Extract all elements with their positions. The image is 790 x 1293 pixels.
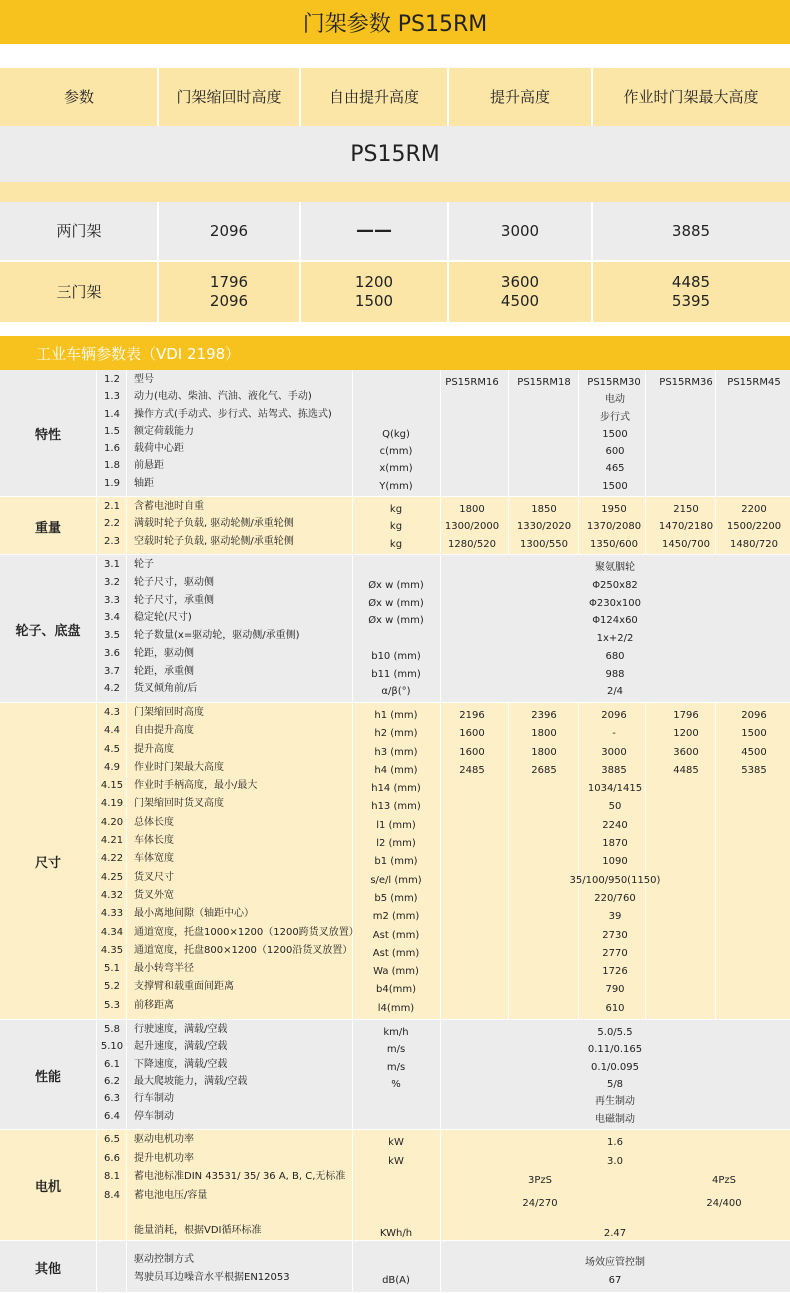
- spec-row-unit: Ast (mm): [372, 929, 420, 941]
- spec-row-name: 最大爬坡能力，满载/空载: [134, 1076, 248, 1087]
- spec-row-number: 5.3: [104, 999, 120, 1011]
- spec-value: 3000: [601, 746, 627, 758]
- mast-header-cell: 参数: [63, 87, 94, 106]
- spec-row-number: 3.7: [104, 665, 120, 677]
- column-divider: [157, 202, 159, 260]
- spec-row-unit: b11 (mm): [371, 668, 421, 680]
- spec-row-number: 3.4: [104, 612, 120, 624]
- spec-value: 2730: [602, 929, 628, 941]
- spec-row-unit: h14 (mm): [371, 783, 421, 795]
- spec-row-name: 驾驶员耳边噪音水平根据EN12053: [134, 1272, 290, 1283]
- spec-row-name: 下降速度，满载/空载: [134, 1058, 228, 1070]
- spec-row-name: 额定荷载能力: [134, 425, 194, 437]
- spec-row-name: 货叉尺寸: [134, 871, 174, 883]
- spec-value: 聚氨胭轮: [595, 562, 635, 573]
- spec-row-number: 6.2: [104, 1076, 120, 1087]
- spec-row-name: 蓄电池电压/容量: [134, 1189, 208, 1201]
- column-divider: [126, 497, 127, 555]
- spec-row-number: 4.2: [104, 683, 120, 695]
- spec-value: PS15RM30: [587, 377, 641, 388]
- column-divider: [440, 1020, 441, 1130]
- spec-row-number: 1.8: [104, 460, 120, 472]
- spec-value: 3600: [673, 746, 699, 758]
- spec-value: 600: [605, 446, 625, 458]
- mast-model-row: PS15RM: [0, 126, 790, 182]
- spec-row-number: 8.4: [104, 1189, 120, 1201]
- spec-value: 1950: [601, 504, 627, 515]
- column-divider: [126, 703, 127, 1020]
- spec-value: 1796: [673, 710, 699, 721]
- spec-value: 610: [605, 1002, 625, 1014]
- spec-row-name: 动力(电动、柴油、汽油、液化气、手动): [134, 391, 312, 403]
- spec-row-unit: s/e/l (mm): [370, 874, 422, 886]
- spec-row-name: 最小转弯半径: [134, 963, 194, 975]
- spec-group-label: 特性: [34, 428, 61, 443]
- spec-value: 2/4: [606, 686, 624, 698]
- spec-row-number: 6.4: [104, 1110, 120, 1122]
- spec-value: 4PzS: [712, 1175, 736, 1187]
- spec-row-number: 5.10: [100, 1041, 124, 1053]
- spec-row-number: 4.21: [100, 835, 124, 847]
- spec-row-name: 轮距，驱动侧: [134, 647, 194, 659]
- spec-value: 2685: [531, 764, 557, 776]
- spec-value: 1500: [602, 428, 628, 440]
- spec-value: 2096: [601, 710, 627, 721]
- spec-row-name: 载荷中心距: [134, 443, 184, 455]
- spec-value: 2770: [602, 947, 628, 959]
- spec-value: 1300/550: [520, 538, 568, 550]
- spec-row-number: 5.1: [104, 963, 120, 975]
- spec-row-name: 停车制动: [134, 1110, 174, 1122]
- spec-value: 1350/600: [590, 538, 638, 550]
- mast-value: 1500: [354, 292, 394, 310]
- spec-row-number: 4.3: [104, 707, 120, 718]
- spec-row-name: 型号: [134, 374, 154, 385]
- spec-value: 680: [605, 650, 625, 662]
- spec-value: 2096: [741, 710, 767, 721]
- spec-row-unit: m/s: [386, 1061, 406, 1073]
- spec-row-number: 4.9: [104, 761, 120, 773]
- spec-row-number: 4.19: [100, 798, 124, 810]
- spec-value: 790: [605, 984, 625, 996]
- spec-group-label: 性能: [34, 1069, 61, 1085]
- mast-value: 4485: [671, 273, 711, 292]
- spec-value: 1800: [459, 504, 485, 515]
- spec-row-unit: h1 (mm): [374, 710, 418, 721]
- spec-value: 24/270: [522, 1197, 558, 1209]
- spec-value: 1870: [602, 838, 628, 850]
- spec-group-label: 尺寸: [34, 856, 61, 871]
- spec-row-number: 3.5: [104, 630, 120, 641]
- mast-value: ——: [356, 219, 392, 241]
- spec-row-unit: Øx w (mm): [368, 579, 424, 591]
- mast-value: 1200: [354, 273, 394, 292]
- spec-row-name: 轮子尺寸，承重侧: [134, 594, 214, 606]
- spec-row-unit: b1 (mm): [374, 856, 418, 868]
- mast-top-strip: [0, 44, 790, 68]
- yellow-divider: [0, 182, 790, 202]
- spec-row-name: 自由提升高度: [134, 725, 194, 737]
- spec-value: PS15RM16: [445, 377, 499, 388]
- spec-row-number: 4.4: [104, 725, 120, 737]
- spec-row-number: 1.6: [104, 443, 120, 455]
- spec-row-number: 4.22: [100, 853, 124, 865]
- spec-value: -: [612, 728, 616, 740]
- spec-row-name: 门架缩回时高度: [134, 707, 204, 718]
- column-divider: [96, 555, 97, 703]
- spec-value: 电磁制动: [595, 1113, 635, 1125]
- column-divider: [447, 202, 449, 260]
- spec-row-number: 3.3: [104, 594, 120, 606]
- spec-row-name: 通道宽度，托盘1000×1200（1200跨货叉放置）: [134, 926, 359, 938]
- spec-value: 988: [605, 668, 625, 680]
- spec-value: 3PzS: [528, 1175, 552, 1187]
- spec-row-number: 4.34: [100, 926, 124, 938]
- spec-row-unit: h3 (mm): [374, 746, 418, 758]
- spec-value: 1200: [673, 728, 699, 740]
- spec-row-name: 作业时门架最大高度: [134, 761, 224, 773]
- spec-row-name: 轮子尺寸，驱动侧: [134, 576, 214, 588]
- spec-value: 1330/2020: [516, 521, 572, 533]
- mast-value-cell: [158, 202, 300, 260]
- spec-value: 5/8: [606, 1079, 624, 1090]
- spec-row-unit: h4 (mm): [374, 764, 418, 776]
- spec-value: 24/400: [706, 1197, 742, 1209]
- spec-value: 1850: [531, 504, 557, 515]
- spec-value: 2396: [531, 710, 557, 721]
- spec-row-number: 6.3: [104, 1093, 120, 1105]
- mast-value: 1796: [209, 273, 249, 292]
- spec-row-unit: Y(mm): [379, 480, 413, 492]
- mast-value: 3000: [500, 221, 540, 240]
- spec-row-unit: km/h: [383, 1027, 409, 1038]
- spec-row-number: 4.33: [100, 908, 124, 920]
- spec-group-label: 电机: [34, 1180, 61, 1195]
- spec-group-label: 轮子、底盘: [15, 623, 81, 639]
- spec-row-number: 6.1: [104, 1058, 120, 1070]
- mast-value-cell: [592, 202, 790, 260]
- spec-row-name: 空载时轮子负载, 驱动轮侧/承重轮侧: [134, 535, 294, 547]
- spec-row-name: 提升高度: [134, 743, 174, 755]
- mast-value: 2096: [209, 221, 249, 240]
- spec-row-number: 5.8: [104, 1024, 120, 1035]
- mast-value: 3600: [500, 273, 540, 292]
- spec-value: Φ124x60: [592, 615, 638, 627]
- spec-value: 场效应管控制: [585, 1257, 645, 1268]
- spec-row-unit: Q(kg): [382, 428, 410, 440]
- spec-row-unit: h13 (mm): [371, 801, 421, 813]
- spec-row-unit: dB(A): [382, 1275, 410, 1286]
- spec-row-name: 前悬距: [134, 460, 164, 472]
- spec-value: 1600: [459, 746, 485, 758]
- column-divider: [96, 1130, 97, 1241]
- spec-value: 39: [608, 911, 622, 923]
- spec-value: 2240: [602, 819, 628, 831]
- spec-row-name: 行驶速度，满载/空载: [134, 1024, 228, 1035]
- spec-value: 1090: [602, 856, 628, 868]
- page-title: 门架参数 PS15RM: [0, 0, 790, 44]
- spec-row-unit: kW: [388, 1155, 404, 1167]
- spec-row-unit: c(mm): [379, 446, 413, 458]
- spec-row-name: 车体长度: [134, 835, 174, 847]
- spec-row-unit: Øx w (mm): [368, 615, 424, 627]
- spec-row-name: 作业时手柄高度，最小/最大: [134, 780, 258, 792]
- spec-value: 1500/2200: [726, 521, 782, 533]
- spec-value: 2200: [741, 504, 767, 515]
- spec-row-number: 2.2: [104, 518, 120, 530]
- spec-row-number: 4.25: [100, 871, 124, 883]
- mast-value: 2096: [209, 292, 249, 310]
- spec-row-number: 8.1: [104, 1171, 120, 1183]
- spec-row-name: 车体宽度: [134, 853, 174, 865]
- column-divider: [299, 68, 301, 126]
- spec-value: 2.47: [603, 1228, 627, 1239]
- spec-row-unit: m2 (mm): [372, 911, 420, 923]
- spec-value: 1800: [531, 746, 557, 758]
- spec-value: 0.11/0.165: [587, 1044, 643, 1056]
- spec-value: 5.0/5.5: [597, 1027, 633, 1038]
- spec-row-number: 5.2: [104, 981, 120, 993]
- spec-row-name: 通道宽度，托盘800×1200（1200沿货叉放置）: [134, 944, 353, 956]
- spec-value: 2485: [459, 764, 485, 776]
- spec-row-unit: Wa (mm): [373, 966, 419, 978]
- mast-header-cell: 门架缩回时高度: [176, 87, 282, 106]
- spec-row-unit: l1 (mm): [376, 819, 416, 831]
- spec-group-label: 重量: [34, 520, 61, 536]
- spec-value: 220/760: [594, 892, 636, 904]
- spec-row-name: 货叉倾角前/后: [134, 683, 198, 695]
- column-divider: [447, 262, 449, 322]
- spec-group-label: 其他: [34, 1261, 61, 1277]
- spec-value: 1480/720: [730, 538, 778, 550]
- spec-row-name: 支撑臂和载重面间距离: [134, 981, 234, 993]
- spec-row-name: 前移距离: [134, 999, 174, 1011]
- spec-row-number: 1.4: [104, 408, 120, 420]
- spec-row-number: 6.5: [104, 1134, 120, 1145]
- spec-value: Φ250x82: [592, 579, 638, 591]
- mast-value: 3885: [671, 221, 711, 240]
- spec-value: PS15RM45: [727, 377, 781, 388]
- spec-row-unit: l2 (mm): [376, 838, 416, 850]
- spec-value: 3885: [601, 764, 627, 776]
- column-divider: [591, 68, 593, 126]
- column-divider: [440, 1130, 441, 1241]
- spec-value: 1034/1415: [587, 783, 643, 795]
- spec-value: 2150: [673, 504, 699, 515]
- mast-header-cell: 提升高度: [489, 87, 550, 106]
- spec-row-name: 最小离地间隙（轴距中心）: [134, 908, 254, 920]
- spec-value: 50: [608, 801, 622, 813]
- spec-value: 67: [608, 1275, 622, 1286]
- spec-row-number: 3.1: [104, 559, 120, 570]
- spec-value: 2196: [459, 710, 485, 721]
- spec-value: 4485: [673, 764, 699, 776]
- spec-row-number: 4.32: [100, 889, 124, 901]
- mast-value-cell: [158, 262, 300, 322]
- spec-value: 4500: [741, 746, 767, 758]
- mast-value: 4500: [500, 292, 540, 310]
- spec-row-number: 1.5: [104, 425, 120, 437]
- spec-value: 1470/2180: [658, 521, 714, 533]
- spec-row-number: 1.3: [104, 391, 120, 403]
- spec-row-number: 2.1: [104, 501, 120, 512]
- spec-row-unit: α/β(°): [381, 686, 411, 698]
- spec-row-unit: Ast (mm): [372, 947, 420, 959]
- spec-value: 再生制动: [595, 1096, 635, 1108]
- mast-header-cell: 自由提升高度: [328, 87, 419, 106]
- spec-value: 5385: [741, 764, 767, 776]
- spec-value: 465: [605, 463, 625, 475]
- mast-value-cell: [592, 262, 790, 322]
- spec-row-name: 稳定轮(尺寸): [134, 612, 192, 624]
- column-divider: [96, 703, 97, 1020]
- column-divider: [157, 68, 159, 126]
- column-divider: [299, 202, 301, 260]
- spec-row-unit: b5 (mm): [374, 892, 418, 904]
- spec-row-number: 3.6: [104, 647, 120, 659]
- spec-value: PS15RM18: [517, 377, 571, 388]
- spec-value: 1600: [459, 728, 485, 740]
- mast-value-cell: [448, 262, 592, 322]
- spec-row-name: 轴距: [134, 477, 154, 489]
- spec-value: 1.6: [607, 1137, 623, 1148]
- column-divider: [157, 262, 159, 322]
- spec-row-name: 门架缩回时货叉高度: [134, 798, 224, 810]
- mast-value-cell: [448, 202, 592, 260]
- spec-value: 1280/520: [448, 538, 496, 550]
- column-divider: [299, 262, 301, 322]
- spec-section-title: 工业车辆参数表（VDI 2198）: [0, 336, 790, 370]
- spec-row-unit: h2 (mm): [374, 728, 418, 740]
- spec-row-unit: kg: [389, 538, 403, 550]
- spec-row-number: 2.3: [104, 535, 120, 547]
- spec-row-number: 4.15: [100, 780, 124, 792]
- spec-value: 1726: [602, 966, 628, 978]
- spec-value: 3.0: [607, 1155, 623, 1167]
- spec-row-name: 蓄电池标准DIN 43531/ 35/ 36 A, B, C,无标准: [134, 1171, 346, 1183]
- spec-value: 1300/2000: [444, 521, 500, 533]
- column-divider: [440, 1241, 441, 1293]
- column-divider: [126, 1020, 127, 1130]
- spec-row-name: 提升电机功率: [134, 1152, 194, 1164]
- spec-row-unit: m/s: [386, 1044, 406, 1056]
- spec-row-number: 4.35: [100, 944, 124, 956]
- spec-row-unit: b10 (mm): [371, 650, 421, 662]
- column-divider: [96, 497, 97, 555]
- spec-value: 1450/700: [662, 538, 710, 550]
- spec-row-name: 起升速度，满载/空载: [134, 1041, 228, 1053]
- spec-row-name: 货叉外宽: [134, 889, 174, 901]
- spec-row-unit: kg: [389, 521, 403, 533]
- spec-value: 1500: [602, 480, 628, 492]
- spec-row-name: 能量消耗，根据VDI循环标准: [134, 1225, 262, 1236]
- spec-row-name: 轮子数量(x=驱动轮，驱动侧/承重侧): [134, 630, 300, 641]
- spec-row-number: 1.2: [104, 374, 120, 385]
- spec-row-unit: b4(mm): [376, 984, 416, 996]
- mast-row-label: 两门架: [56, 221, 102, 240]
- spec-row-unit: x(mm): [379, 463, 413, 475]
- spec-row-number: 3.2: [104, 576, 120, 588]
- column-divider: [96, 1241, 97, 1293]
- spec-row-name: 总体长度: [134, 816, 174, 828]
- spec-row-name: 操作方式(手动式、步行式、站驾式、拣选式): [134, 408, 332, 420]
- spec-value: 步行式: [600, 411, 630, 423]
- column-divider: [96, 370, 97, 497]
- spec-row-unit: l4(mm): [377, 1002, 415, 1014]
- spec-value: 35/100/950(1150): [569, 874, 661, 886]
- column-divider: [126, 1130, 127, 1241]
- spec-row-unit: kg: [389, 504, 403, 515]
- spec-row-unit: kW: [388, 1137, 404, 1148]
- spec-value: 1370/2080: [586, 521, 642, 533]
- spec-row-number: 6.6: [104, 1152, 120, 1164]
- spec-value: Φ230x100: [589, 597, 641, 609]
- spec-row-name: 满载时轮子负载, 驱动轮侧/承重轮侧: [134, 518, 294, 530]
- mast-value-cell: [300, 202, 448, 260]
- column-divider: [126, 555, 127, 703]
- spec-row-number: 4.20: [100, 816, 124, 828]
- spec-row-name: 轮距，承重侧: [134, 665, 194, 677]
- column-divider: [591, 262, 593, 322]
- mast-row-label: 三门架: [56, 282, 102, 301]
- spec-row-unit: %: [391, 1079, 401, 1090]
- column-divider: [447, 68, 449, 126]
- spec-row-name: 含蓄电池时自重: [134, 501, 204, 512]
- spec-row-unit: KWh/h: [379, 1228, 413, 1239]
- spec-value: 1500: [741, 728, 767, 740]
- spec-value: 1800: [531, 728, 557, 740]
- spec-row-number: 4.5: [104, 743, 120, 755]
- mast-value-cell: [300, 262, 448, 322]
- spec-row-name: 驱动电机功率: [134, 1134, 194, 1145]
- column-divider: [126, 1241, 127, 1293]
- spec-row-name: 驱动控制方式: [134, 1254, 194, 1265]
- spec-value: 电动: [605, 394, 625, 406]
- column-divider: [591, 202, 593, 260]
- spec-value: 1x+2/2: [596, 633, 634, 644]
- column-divider: [126, 370, 127, 497]
- column-divider: [440, 555, 441, 703]
- spec-value: 0.1/0.095: [591, 1061, 639, 1073]
- mast-bottom-strip: [0, 322, 790, 336]
- mast-header-cell: 作业时门架最大高度: [623, 87, 759, 106]
- mast-value: 5395: [671, 292, 711, 310]
- spec-value: PS15RM36: [659, 377, 713, 388]
- spec-row-name: 轮子: [134, 559, 154, 570]
- spec-row-name: 行车制动: [134, 1093, 174, 1105]
- spec-row-number: 1.9: [104, 477, 120, 489]
- spec-row-unit: Øx w (mm): [368, 597, 424, 609]
- column-divider: [96, 1020, 97, 1130]
